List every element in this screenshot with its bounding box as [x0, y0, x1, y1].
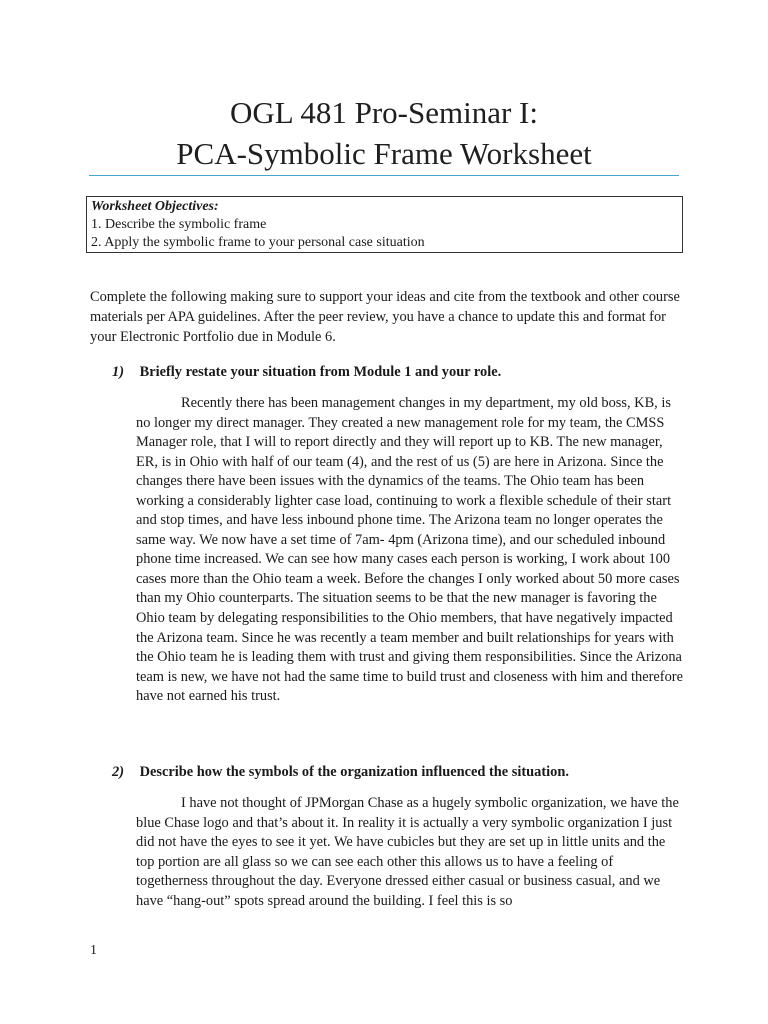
- objectives-heading: Worksheet Objectives:: [91, 199, 219, 214]
- page-number: 1: [90, 943, 97, 958]
- answer-1: Recently there has been management changes in my department, my old boss, KB, is no longer my direct manager. They created a new management role for my team, the CMSS Manager role, that I will to report directly and they will report up to KB. The new manager, ER, is in Ohio with half of our team (4), and the rest of us (5) are here in Arizona. Since the changes there have been issues with the dynamics of the teams. The Ohio team has been working a considerably lighter case load, continuing to work a flexible schedule of their start and stop times, and have less inbound phone time. The Arizona team no longer operates the same way. We now have a set time of 7am- 4pm (Arizona time), and our scheduled inbound phone time increased. We can see how many cases each person is working, I work about 100 cases more than the Ohio team a week. Before the changes I only worked about 50 more cases than my Ohio counterparts. The situation seems to be that the new manager is favoring the Ohio team by delegating responsibilities to the Ohio members, that have negatively impacted the Arizona team. Since he was recently a team member and built relationships for years with the Ohio team he is leading them with trust and giving them responsibilities. Since the Arizona team is new, we have not had the same time to build trust and closeness with him and therefore have not earned his trust.: [136, 395, 683, 705]
- answer-2: I have not thought of JPMorgan Chase as a hugely symbolic organization, we have the blue Chase logo and that’s about it. In reality it is actually a very symbolic organization I just did not have the eyes to see it yet. We have cubicles but they are set up in little units and the top portion are all glass so we can see each other this allows us to have a feeling of togetherness throughout the day. Everyone dressed either casual or business casual, and we have “hang-out” spots spread around the building. I feel this is so: [136, 795, 679, 909]
- question-prompt: Describe how the symbols of the organization influenced the situation.: [139, 764, 569, 780]
- title-line-2: PCA-Symbolic Frame Worksheet: [176, 136, 592, 171]
- objective-item: 1. Describe the symbolic frame: [91, 217, 267, 232]
- page-title: [0, 92, 768, 174]
- intro-paragraph: Complete the following making sure to support your ideas and cite from the textbook and other course materials per APA guidelines. After the peer review, you have a chance to update this and format for your Electronic Portfolio due in Module 6.: [90, 289, 680, 345]
- question-prompt: Briefly restate your situation from Module 1 and your role.: [139, 364, 502, 380]
- title-divider: [89, 175, 679, 176]
- question-number: 1): [112, 364, 124, 380]
- question-number: 2): [112, 764, 124, 780]
- question-1: [112, 362, 501, 382]
- objective-item: 2. Apply the symbolic frame to your personal case situation: [91, 235, 425, 250]
- objectives-box: [86, 196, 683, 253]
- title-line-1: OGL 481 Pro-Seminar I:: [230, 95, 538, 130]
- question-2: [112, 762, 569, 782]
